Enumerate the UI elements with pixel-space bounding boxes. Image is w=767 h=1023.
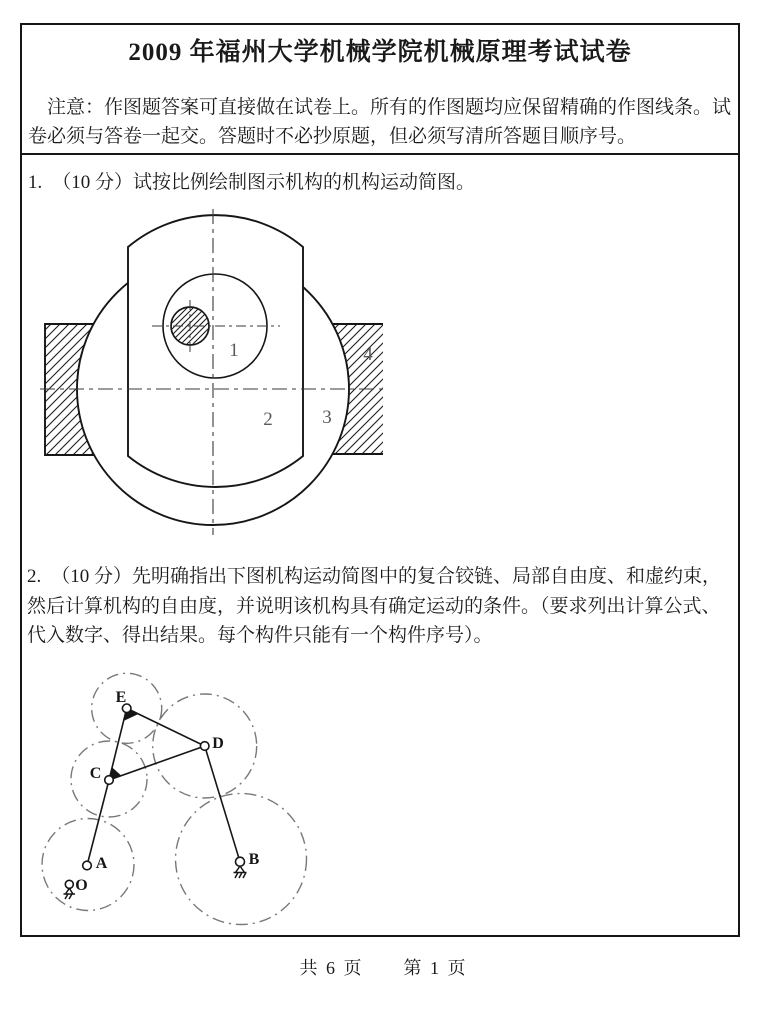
part-label-1: 1 [229,340,239,361]
joint-O [65,880,73,888]
ground-symbol-B [234,866,247,878]
joint-label-O: O [75,877,88,894]
part-label-2: 2 [263,409,273,430]
joint-B [236,857,245,866]
joint-C [105,776,114,785]
joint-label-C: C [89,765,102,782]
joint-label-B: B [248,851,260,868]
joint-label-D: D [212,735,224,752]
notice-paragraph: 注意：作图题答案可直接做在试卷上。所有的作图题均应保留精确的作图线条。试卷必须与答卷一起交。答题时不必抄原题，但必须写清所答题目顺序号。 [28,97,732,147]
question-2-number: 2. [27,566,42,587]
header-divider-line [20,153,740,155]
figure1-mechanism-section-drawing [40,209,390,539]
ground-symbol-O [64,888,76,899]
question-1-text [28,168,728,198]
question-1-number: 1. [28,172,43,193]
joint-A [83,861,92,870]
question-1-body: （10 分）试按比例绘制图示机构的机构运动简图。 [52,172,476,193]
question-2-body: （10 分）先明确指出下图机构运动简图中的复合铰链、局部自由度、和虚约束，然后计算机构的自由度，并说明该机构具有确定运动的条件。（要求列出计算公式、代入数字、得出结果。每个构件只能有一个构件序号）。 [27,566,722,646]
joint-label-A: A [95,855,108,872]
question-2-text [27,562,734,651]
page-footer: 共 6 页 第 1 页 [299,958,468,978]
joint-D [200,742,209,751]
part-label-3: 3 [322,407,332,428]
page-title: 2009 年福州大学机械学院机械原理考试试卷 [128,39,632,66]
part-label-4: 4 [363,344,373,365]
figure2-linkage-diagram [30,660,330,932]
joint-label-E: E [115,689,127,706]
slider-outline [128,215,303,487]
linkage-bars [87,708,240,865]
